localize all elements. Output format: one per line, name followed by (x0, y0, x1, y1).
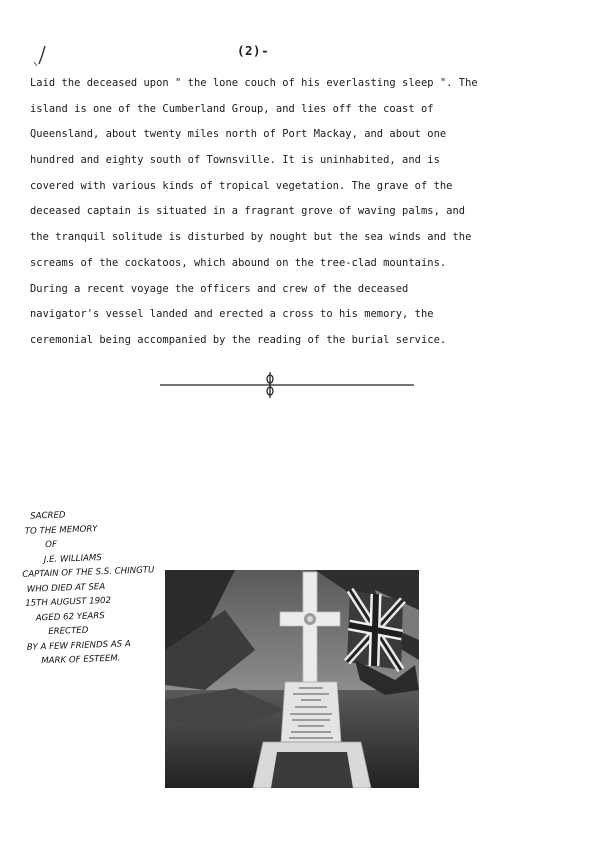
section-divider (160, 370, 416, 402)
pen-tick-mark (30, 42, 52, 70)
handwritten-caption (18, 504, 183, 669)
text-line: Laid the deceased upon " the lone couch of his everlasting sleep ". The (30, 77, 478, 89)
text-line: deceased captain is situated in a fragrant grove of waving palms, and (30, 205, 466, 218)
text-line: island is one of the Cumberland Group, and lies off the coast of (30, 102, 434, 115)
caption-line: J.E. WILLIAMS (43, 552, 102, 565)
caption-line: OF (45, 539, 58, 551)
text-line: the tranquil solitude is disturbed by nought but the sea winds and the (30, 231, 472, 244)
text-line: Queensland, about twenty miles north of Port Mackay, and about one (30, 128, 447, 141)
grave-cross-photo (165, 570, 419, 788)
caption-line: SACRED (30, 510, 66, 522)
text-line: covered with various kinds of tropical vegetation. The grave of the (30, 179, 453, 192)
caption-line: 15TH AUGUST 1902 (25, 595, 112, 609)
text-line: screams of the cockatoos, which abound on the tree-clad mountains. (30, 256, 447, 269)
body-text (30, 71, 590, 354)
page-number: (2)- (237, 43, 270, 58)
text-line: During a recent voyage the officers and crew of the deceased (30, 282, 409, 295)
caption-line: MARK OF ESTEEM. (41, 653, 121, 667)
caption-line: BY A FEW FRIENDS AS A (26, 638, 131, 653)
text-line: navigator's vessel landed and erected a cross to his memory, the (30, 308, 434, 321)
caption-line: ERECTED (48, 625, 89, 638)
caption-line: CAPTAIN OF THE S.S. CHINGTU (22, 565, 155, 580)
caption-line: TO THE MEMORY (24, 523, 98, 537)
caption-line: AGED 62 YEARS (35, 610, 105, 623)
text-line: hundred and eighty south of Townsville. It is uninhabited, and is (30, 154, 440, 167)
text-line: ceremonial being accompanied by the reading of the burial service. (30, 333, 447, 346)
caption-line: WHO DIED AT SEA (26, 581, 106, 595)
